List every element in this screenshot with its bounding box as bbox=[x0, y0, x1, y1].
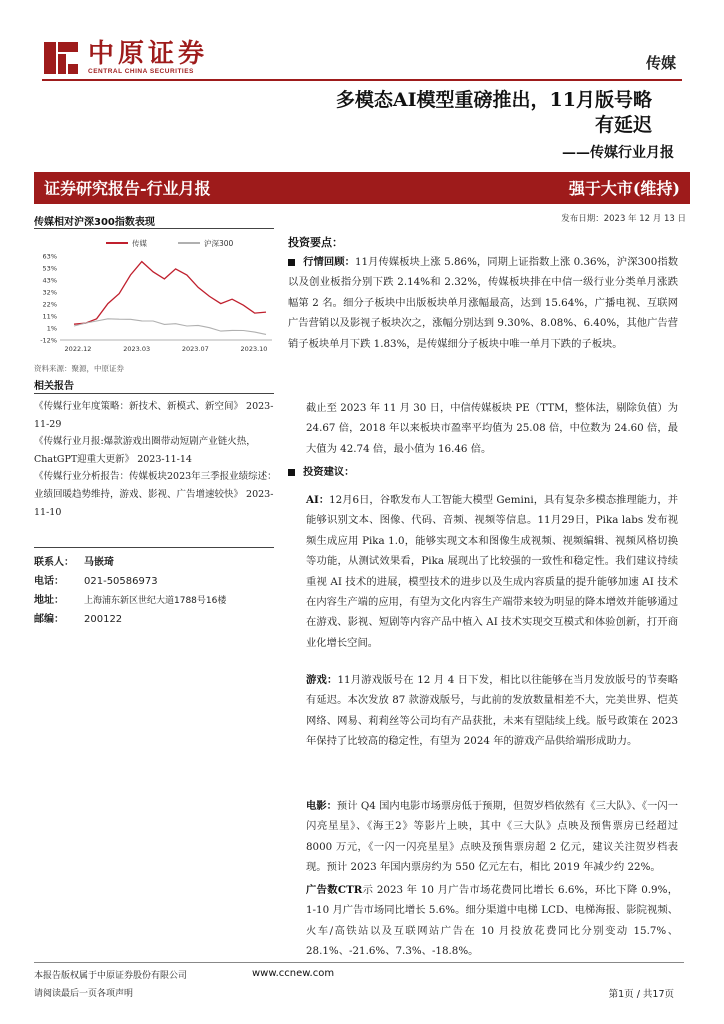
contact-address-label: 地址： bbox=[34, 595, 64, 606]
investment-advice-label: 投资建议： bbox=[303, 466, 355, 478]
film-label: 电影： bbox=[306, 800, 337, 812]
bullet-square-icon bbox=[288, 259, 295, 266]
x-tick-label: 2023.03 bbox=[123, 345, 151, 353]
report-subtitle: ——传媒行业月报 bbox=[562, 145, 674, 161]
contact-phone bbox=[34, 572, 278, 587]
pe-paragraph bbox=[288, 398, 678, 459]
bullet-square-icon bbox=[288, 469, 295, 476]
series-line-0 bbox=[74, 262, 266, 325]
page-number: 第1页 / 共17页 bbox=[608, 989, 674, 1000]
chart-source: 资料来源：聚源，中原证券 bbox=[34, 364, 124, 373]
y-tick-label: -12% bbox=[40, 336, 57, 345]
x-tick-label: 2022.12 bbox=[64, 345, 92, 353]
related-reports-list bbox=[34, 398, 278, 521]
ad-label: 广告数CTR bbox=[306, 884, 363, 896]
contact-zip-value: 200122 bbox=[84, 614, 123, 625]
legend-label: 传媒 bbox=[132, 239, 147, 248]
series-line-1 bbox=[74, 319, 266, 335]
report-type: 证券研究报告-行业月报 bbox=[44, 179, 211, 198]
rating: 强于大市(维持) bbox=[568, 179, 680, 198]
logo-text-cn: 中原证券 bbox=[88, 39, 209, 69]
ai-label: AI： bbox=[306, 494, 330, 506]
y-tick-label: 53% bbox=[42, 264, 57, 273]
y-tick-label: 22% bbox=[42, 300, 57, 309]
y-tick-label: 43% bbox=[42, 276, 57, 285]
contact-address bbox=[34, 591, 278, 606]
contact-phone-label: 电话： bbox=[34, 576, 64, 587]
ad-text: 示 2023 年 10 月广告市场花费同比增长 6.6%，环比下降 0.9%，1-10 月广告市场同比增长 5.6%。细分渠道中电梯 LCD、电梯海报、影院视频、火车/高铁站以及互联网站广告在 10 月投放花费同比分别变动 15.7%、28.1%、-21.6%、7.3%、-18.8%。 bbox=[306, 884, 679, 958]
footer-copyright: 本报告版权属于中原证券股份有限公司 bbox=[34, 971, 188, 981]
contact-zip-label: 邮编： bbox=[34, 614, 64, 625]
film-paragraph bbox=[288, 796, 678, 878]
publish-date: 发布日期：2023 年 12 月 13 日 bbox=[561, 214, 686, 224]
x-tick-label: 2023.10 bbox=[240, 345, 268, 353]
sector-label: 传媒 bbox=[645, 54, 676, 72]
report-title-line1: 多模态AI模型重磅推出，11月版号略 bbox=[335, 89, 652, 111]
pe-text: 截止至 2023 年 11 月 30 日，中信传媒板块 PE（TTM，整体法，剔除负值）为 24.67 倍，2018 年以来板块市盈率平均值为 25.08 倍，中位数为 24.60 倍，最大值为 42.74 倍，最小值为 16.46 倍。 bbox=[306, 402, 678, 455]
report-banner bbox=[34, 172, 690, 204]
contact-zip bbox=[34, 610, 278, 625]
chart-title: 传媒相对沪深300指数表现 bbox=[34, 217, 155, 228]
logo-mark-icon bbox=[42, 40, 80, 76]
ai-text: 12月6日，谷歌发布人工智能大模型 Gemini，具有复杂多模态推理能力，并能够识别文本、图像、代码、音频、视频等信息。11月29日，Pika labs 发布视频生成应用 Pika 1.0，能够实现文本和图像生成视频、视频编辑、视频风格切换等功能，从测试效果看，Pika 展现出了比较强的一致性和稳定性。我们建议持续重视 AI 技术的进展，模型技术的进步以及生成内容质量的提升能够加速 AI 技术在内容生产端的应用，有望为文化内容生产端带来较为明显的降本增效并能够通过在游戏、影视、短剧等内容产品中植入 AI 技术实现交互模式和体验创新，打开商业化增长空间。 bbox=[306, 494, 678, 649]
contact-address-value: 上海浦东新区世纪大道1788号16楼 bbox=[84, 596, 227, 606]
report-title-line2: 有延迟 bbox=[594, 114, 652, 136]
chart-title-rule bbox=[34, 228, 274, 229]
contact-person-label: 联系人： bbox=[34, 557, 74, 568]
contact-phone-value: 021-50586973 bbox=[84, 576, 158, 587]
related-reports-rule bbox=[34, 393, 274, 394]
footer-rule bbox=[34, 962, 684, 963]
contact-person-value: 马嵌琦 bbox=[84, 557, 114, 568]
y-tick-label: 1% bbox=[46, 324, 57, 333]
related-report-item[interactable]: 《传媒行业年度策略：新技术、新模式、新空间》 2023-11-29 bbox=[34, 401, 274, 430]
performance-chart bbox=[34, 234, 278, 362]
x-tick-label: 2023.07 bbox=[181, 345, 209, 353]
related-reports-head: 相关报告 bbox=[34, 381, 74, 392]
key-points-head: 投资要点： bbox=[288, 236, 343, 249]
logo-text-en: CENTRAL CHINA SECURITIES bbox=[88, 68, 194, 75]
y-tick-label: 11% bbox=[42, 312, 57, 321]
contact-person bbox=[34, 553, 278, 568]
contact-rule bbox=[34, 547, 274, 548]
footer-disclaimer: 请阅读最后一页各项声明 bbox=[34, 989, 134, 999]
game-text: 11月游戏版号在 12 月 4 日下发，相比以往能够在当月发放版号的节奏略有延迟。本次发放 87 款游戏版号，与此前的发放数量相差不大，完美世界、恺英网络、网易、莉莉丝等公司均有产品获批，未来有望陆续上线。版号政策在 2023 年保持了比较高的稳定性，有望为 2024 年的游戏产品供给端形成助力。 bbox=[306, 674, 679, 748]
header-rule bbox=[42, 79, 682, 81]
market-review-text: 11月传媒板块上涨 5.86%，同期上证指数上涨 0.36%，沪深300指数以及创业板指分别下跌 2.14%和 2.32%，传媒板块排在中信一级行业分类单月涨跌幅第 2 名。细分子板块中出版板块单月涨幅最高，达到 15.64%，广播电视、互联网广告营销以及影视子板块次之，涨幅分别达到 9.30%、8.08%、6.40%，其他广告营销子板块单月下跌 1.83%，是传媒细分子板块中唯一单月下跌的子板块。 bbox=[288, 256, 678, 350]
ai-paragraph bbox=[288, 490, 678, 653]
market-review-label: 行情回顾： bbox=[303, 256, 355, 268]
footer-url[interactable]: www.ccnew.com bbox=[252, 968, 335, 979]
film-text: 预计 Q4 国内电影市场票房低于预期，但贺岁档依然有《三大队》、《一闪一闪亮星星》、《海王2》等影片上映，其中《三大队》点映及预售票房已经超过 8000 万元，《一闪一闪亮星星》点映及预售票房超 2 亿元，建议关注贺岁档表现。预计 2023 年国内票房约为 550 亿元左右，相比 2019 年减少约 22%。 bbox=[306, 800, 678, 874]
company-logo bbox=[42, 40, 220, 76]
y-tick-label: 63% bbox=[42, 252, 57, 261]
related-report-item[interactable]: 《传媒行业月报:爆款游戏出圈带动短剧产业链火热，ChatGPT迎重大更新》 2023-11-14 bbox=[34, 436, 256, 465]
ad-paragraph bbox=[288, 880, 678, 962]
investment-advice-head bbox=[288, 462, 678, 482]
game-label: 游戏： bbox=[306, 674, 338, 686]
market-review bbox=[288, 252, 678, 354]
game-paragraph bbox=[288, 670, 678, 752]
y-tick-label: 32% bbox=[42, 288, 57, 297]
legend-label: 沪深300 bbox=[204, 239, 234, 248]
related-report-item[interactable]: 《传媒行业分析报告：传媒板块2023年三季报业绩综述：业绩回暖趋势维持，游戏、影视、广告增速较快》 2023-11-10 bbox=[34, 471, 277, 518]
